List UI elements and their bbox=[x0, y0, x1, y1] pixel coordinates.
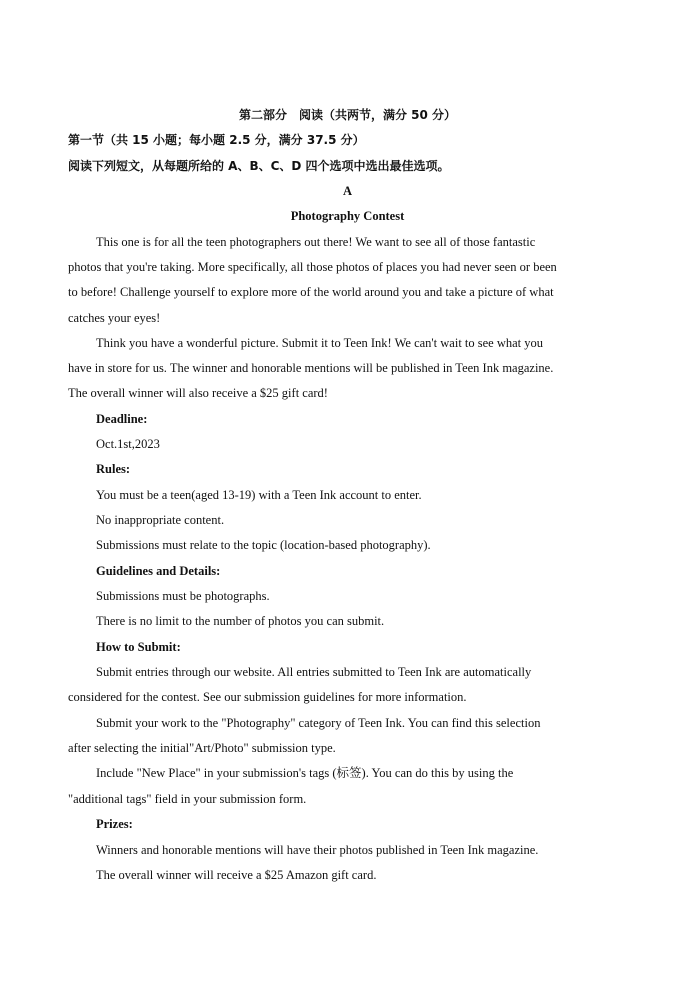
prizes-heading: Prizes: bbox=[96, 817, 133, 831]
para2-line: have in store for us. The winner and honorable mentions will be published in Teen Ink magazine. bbox=[68, 361, 554, 375]
deadline-heading: Deadline: bbox=[96, 412, 148, 426]
subsection-title: 第一节（共 15 小题；每小题 2.5 分，满分 37.5 分） bbox=[68, 133, 365, 147]
para1-line: photos that you're taking. More specifically, all those photos of places you had never seen or been bbox=[68, 260, 557, 274]
deadline-value: Oct.1st,2023 bbox=[96, 437, 160, 451]
rules-heading: Rules: bbox=[96, 462, 131, 476]
howto-line: Submit entries through our website. All entries submitted to Teen Ink are automatically bbox=[96, 665, 532, 679]
howto-line: after selecting the initial"Art/Photo" submission type. bbox=[68, 741, 336, 755]
instruction: 阅读下列短文，从每题所给的 A、B、C、D 四个选项中选出最佳选项。 bbox=[68, 159, 450, 173]
para2-line: The overall winner will also receive a $25 gift card! bbox=[68, 386, 328, 400]
howto-heading: How to Submit: bbox=[96, 640, 181, 654]
howto-line: Submit your work to the "Photography" category of Teen Ink. You can find this selection bbox=[96, 716, 541, 730]
guideline-item: There is no limit to the number of photos you can submit. bbox=[96, 614, 385, 628]
prize-item: Winners and honorable mentions will have their photos published in Teen Ink magazine. bbox=[96, 843, 539, 857]
passage-letter: A bbox=[342, 184, 353, 198]
para2-line: Think you have a wonderful picture. Submit it to Teen Ink! We can't wait to see what you bbox=[96, 336, 544, 350]
para1-line: catches your eyes! bbox=[68, 311, 161, 325]
para1-line: to before! Challenge yourself to explore more of the world around you and take a picture of what bbox=[68, 285, 554, 299]
howto-line: Include "New Place" in your submission's tags (标签). You can do this by using the bbox=[96, 766, 514, 780]
guidelines-heading: Guidelines and Details: bbox=[96, 564, 221, 578]
guideline-item: Submissions must be photographs. bbox=[96, 589, 270, 603]
rule-item: No inappropriate content. bbox=[96, 513, 225, 527]
howto-line: considered for the contest. See our submission guidelines for more information. bbox=[68, 690, 467, 704]
prize-item: The overall winner will receive a $25 Amazon gift card. bbox=[96, 868, 377, 882]
section-title: 第二部分 阅读（共两节，满分 50 分） bbox=[238, 108, 457, 122]
rule-item: Submissions must relate to the topic (location-based photography). bbox=[96, 538, 431, 552]
para1-line: This one is for all the teen photographers out there! We want to see all of those fantastic bbox=[96, 235, 536, 249]
howto-line: "additional tags" field in your submission form. bbox=[68, 792, 307, 806]
article-title: Photography Contest bbox=[290, 209, 405, 223]
rule-item: You must be a teen(aged 13-19) with a Teen Ink account to enter. bbox=[96, 488, 422, 502]
